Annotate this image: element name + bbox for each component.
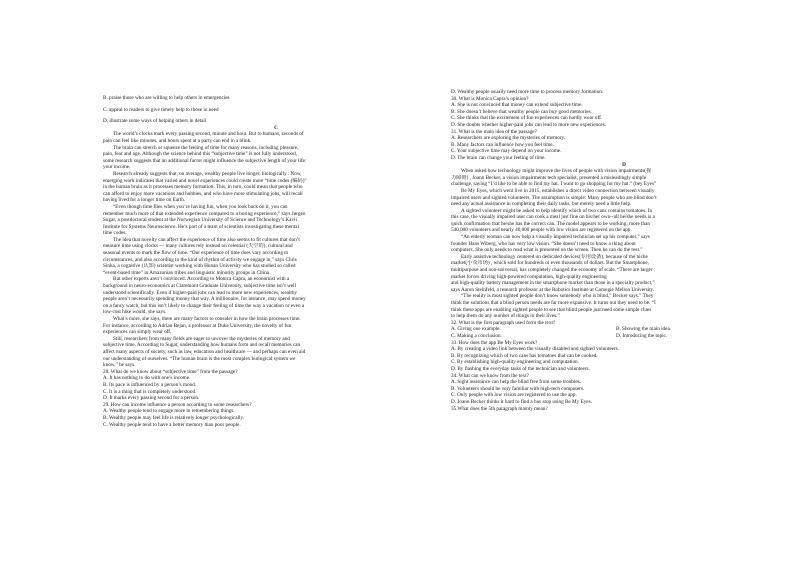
right-text-line: D. She doubts whether higher-paid jobs can lead to more new experiences. (451, 121, 607, 128)
right-text-line: Be My Eyes, which went live in 2015, establishes a direct video connection between visually (461, 187, 655, 194)
left-text-line: low-cost hike would, she says. (103, 309, 167, 316)
left-text-line: having lived for a longer time on Earth. (103, 197, 186, 204)
left-text-line: measure time using clocks — many cultures rely instead on celestial (天空的), cultural and (103, 243, 293, 250)
left-text-line: your income. (103, 164, 131, 171)
left-text-line: affect many aspects of society, such as law, education and healthcare — and perhaps can even aid (103, 348, 306, 355)
section-heading: C (274, 124, 278, 131)
left-text-line: subjective time. According to Sugar, understanding how humans form and recall memories can (103, 342, 301, 349)
right-text-line: C. Only people with low vision are registered to use the app. (451, 392, 577, 399)
left-text-line: understood scientifically. Even if higher-paid jobs can lead to more new experiences, wealthy (103, 289, 298, 296)
right-text-line: 34. What can we know from the text? (451, 372, 529, 379)
left-text-line: remember much more of that extended experience compared to a boring experience,” says Jørgen (103, 210, 306, 217)
right-text-line: computers. She only needs to read what is presented on the screen. Then he can do the rest.” (451, 247, 643, 254)
left-text-line: 28. What do we know about “subjective time” from the passage? (103, 368, 238, 375)
right-text-line: “An elderly woman can now help a visually impaired technician set up his computer,” says (461, 234, 650, 241)
right-text-line: 力障碍) , Joann Becker, a vision impairments tech specialist, presented a misleadingly simple (451, 174, 646, 181)
right-text-line: founder Hans Wiberg, who has very low vision. “She doesn’t need to know a thing about (451, 240, 636, 247)
left-text-line: What’s more, she says, there are many factors to consider in how the brain processes time. (113, 316, 301, 322)
right-text-line: impaired users and sighted volunteers. The assumption is simple: Many people who are blind don’t (451, 194, 657, 201)
right-text-line: A. By creating a video link between the visually disabled and sighted volunteers. (451, 346, 619, 353)
right-text-line: B. She doesn’t believe that wealthy people can buy good memories. (451, 108, 592, 115)
left-text-line: Still, researchers from many fields are eager to uncover the mysteries of memory and (113, 335, 290, 342)
left-text-line: Sugar, a postdoctoral student at the Norwegian University of Science and Technology’s Kavli (103, 217, 297, 224)
left-text-line: in the human brain as it processes memory formation. This, in turn, could mean that people who (103, 184, 303, 191)
left-text-line: Research already suggests that, on average, wealthy people live longer, biologically . Now, (113, 170, 302, 177)
right-text-line: D. Joann Becker thinks it hard to find a bus stop using Be My Eyes. (451, 398, 592, 405)
left-text-line: some research suggests that an additional factor might influence the subjective length of your life: (103, 157, 307, 164)
left-text-line: “Even though time flies when you’re having fun, when you look back on it, you can (113, 203, 288, 210)
right-text-line: “The reality is most sighted people don’t know somebody who is blind,” Becker says.” They (461, 293, 654, 300)
section-heading: D (622, 161, 626, 168)
right-text-line: this case, the visually impaired user can cook a meal just fine on his/her own--all he/she needs is a (451, 214, 655, 221)
left-text-line: emerging work indicates that varied and novel experiences could create more “time codes (编码)” (103, 177, 307, 184)
right-option-row (451, 326, 794, 333)
right-text-line: D. The brain can change your feeling of time. (451, 154, 546, 161)
right-text-line: and high-quality battery management in the smartphone market than those in a specialty product,” (451, 280, 655, 287)
right-text-line: 32. What is the first paragraph used form the text? (451, 319, 556, 326)
right-text-line: 540,000 volunteers and nearly 40,000 people with low vision are registered on the app. (451, 227, 632, 234)
left-text-line: pain, fear and age. Although the science behind this “subjective time” is not fully understood, (103, 151, 298, 158)
right-text-line: B. Volunteers should be very familiar with high-tech computers. (451, 385, 585, 392)
right-text-line: C. Your subjective time may depend on your income. (451, 148, 562, 155)
right-text-line: quick confirmation that he/she has the correct can. The model appears to be working; more than (451, 220, 650, 227)
left-text-line: A. Wealthy people tend to engage more in remembering things. (103, 408, 235, 415)
left-text-line: can afford to enjoy more vacations and hobbies, and who have more stimulating jobs, will recall (103, 190, 303, 197)
right-text-line: market forces driving high-powered computation, high-quality engineering (451, 273, 607, 280)
left-text-line: C. appeal to readers to give timely help to those in need (103, 106, 219, 113)
right-text-line: A sighted volunteer might be asked to help identify which of two cans contains tomatoes. In (461, 207, 653, 214)
left-text-line: The world’s clocks mark every passing second, minute and hour. But to humans, seconds of (113, 131, 304, 138)
right-option-row (451, 333, 794, 340)
left-text-line: B. praise those who are willing to help others in emergencies (103, 95, 230, 101)
left-column (103, 90, 449, 428)
right-text-line: 35.What does the 5th paragraph mainly mean? (451, 405, 548, 412)
right-text-line: A. She is not convinced that money can extend subjective time. (451, 102, 583, 109)
option-text: A. Giving one example. (451, 326, 501, 333)
left-text-line: B. Wealthy people may feel life is relatively longer psychologically. (103, 414, 245, 421)
left-text-line: circumstances, and also according to the kind of rhythm of activity we engage in,” says Chris (103, 256, 297, 263)
left-text-line: For instance, according to Adrian Bejan, a professor at Duke University, the novelty of fun (103, 322, 292, 329)
right-text-line: to help them do any number of things in their lives.” (451, 313, 560, 320)
left-text-line: Institute for Systems Neuroscience. He’s part of a team of scientists investigating these mental (103, 223, 299, 230)
left-text-line: our understanding of ourselves. “The human brain is the most complex biological system we (103, 355, 296, 362)
right-text-line: think these apps are enabling sighted people to see that blind people just need some simple clues (451, 306, 652, 313)
left-text-line: people aren’t necessarily spending money that way. A millionaire, for instance, may spend money (103, 296, 306, 303)
right-text-line: market(小众市场) , which sold for hundreds or even thousands of dollars. But the Smartphone, (451, 260, 649, 267)
right-text-line: multipurpose and non-universal, has completely changed the economy of scale. “There are larger (451, 267, 653, 274)
right-text-line: When asked how technology might improve the lives of people with vision impairments(视 (461, 168, 652, 175)
left-text-line: 29. How can income influence a person according to some researchers? (103, 401, 252, 408)
right-text-line: A. Sight assistance can help the blind free from some troubles. (451, 379, 581, 386)
right-text-line: challenge, saying “I’d like to be able to find my hat. I want to go shopping for my hat.” (bey Eyes” (451, 181, 657, 188)
right-text-line: think the solutions that a blind person needs are far more expansive. It turns out they need to be. “I (451, 300, 656, 306)
left-text-line: Sinha, a cognitive (认知) scientist working with Hunan University who has studied so called (103, 263, 296, 270)
left-text-line: The brain can stretch or squeeze the feeling of time for many reasons, including pleasure, (113, 144, 299, 151)
left-text-line: C. It is a thing that is completely understood. (103, 388, 197, 395)
left-text-line: pain can feel like minutes, and hours spent at a party can end in a blink. (103, 137, 252, 144)
right-text-line: D. By flashing the everyday tasks of the technician and volunteers. (451, 365, 590, 372)
left-text-line: A. It has nothing to do with one’s income. (103, 375, 191, 382)
right-column (451, 89, 794, 412)
option-text: C. Making a conclusion. (451, 332, 502, 339)
right-text-line: C. She thinks that the excitement of fun experiences can hardly wear off. (451, 115, 603, 122)
left-text-line: seasonal events to mark the flow of time. “Our experience of time does vary according to (103, 250, 289, 257)
right-text-line: 31. What is the main idea of the passage? (451, 128, 537, 135)
right-text-line: says Aaron Steinfeld, a research professor at the Robotics Institute at Carnegie Mellon University. (451, 286, 655, 293)
right-text-line: B. Many factors can influence how you feel time. (451, 141, 554, 148)
left-text-line: C. Wealthy people tend to have a better memory than poor people. (103, 421, 241, 428)
right-text-line: D. Wealthy people usually need more time to process memory formation. (451, 89, 604, 95)
right-text-line: 33. How does the app Be My Eyes work? (451, 339, 538, 346)
right-text-line: A. Researchers are exploring the mysteries of memory. (451, 135, 566, 142)
right-text-line: need any actual assistance in completing their daily tasks, but merely need a little help. (451, 201, 632, 208)
left-text-line: on a fancy watch, but this isn’t likely to change their feeling of time the way a vacation or even a (103, 302, 305, 309)
left-text-line: background in neuro-economics at Claremont Graduate University, subjective time isn’t well (103, 283, 297, 290)
right-text-line: B. By recognizing which of two cans has tomatoes that can be cooked. (451, 352, 598, 359)
left-text-line: The idea that novelty can affect the experience of time also seems to fit cultures that don’t (113, 236, 300, 243)
option-text: B. Showing the main idea. (616, 326, 672, 333)
left-text-line: But other experts aren’t convinced. According to Monica Capra, an economist with a (113, 276, 290, 283)
left-text-line: B. Its pace is influenced by a person’s mood. (103, 381, 197, 388)
right-text-line: Early assistive technology centered on dedicated devices(专用设备), because of the niche (461, 253, 648, 260)
right-text-line: C. By establishing high-quality engineering and computation. (451, 359, 579, 366)
left-text-line: know,” he says. (103, 362, 136, 369)
option-text: D. Introducing the topic. (616, 332, 668, 339)
left-text-line: D. illustrate some ways of helping others in detail (103, 118, 207, 125)
right-text-line: 30. What is Monica Capra’s opinion? (451, 95, 529, 102)
left-text-line: “event-based time” in Amazonian tribes and linguistic minority groups in China. (103, 269, 271, 276)
left-text-line: D. It marks every passing second for a person. (103, 395, 200, 402)
left-text-line: experiences can simply wear off. (103, 329, 172, 336)
left-text-line: time codes. (103, 230, 127, 237)
